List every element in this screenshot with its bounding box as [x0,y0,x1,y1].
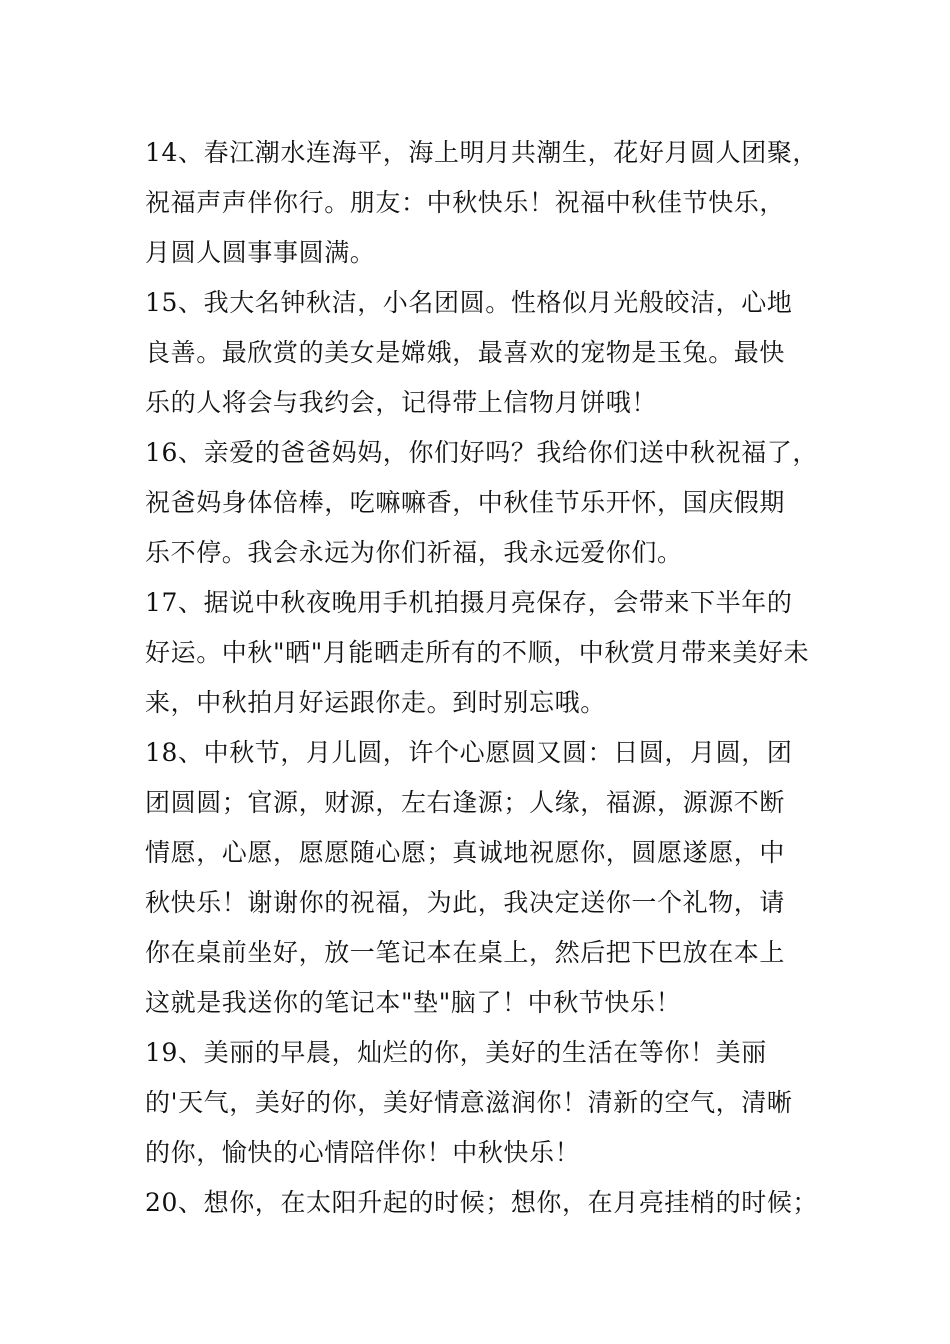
text-line: 月圆人圆事事圆满。 [145,238,376,267]
text-line: 乐的人将会与我约会，记得带上信物月饼哦！ [145,388,658,417]
text-line: 的你，愉快的心情陪伴你！中秋快乐！ [145,1138,581,1167]
text-line: 乐不停。我会永远为你们祈福，我永远爱你们。 [145,538,683,567]
text-line: 良善。最欣赏的美女是嫦娥，最喜欢的宠物是玉兔。最快 [145,338,786,367]
document-body [145,128,835,1228]
text-line: 这就是我送你的笔记本"垫"脑了！中秋节快乐！ [145,988,682,1017]
text-line: 你在桌前坐好，放一笔记本在桌上，然后把下巴放在本上 [145,938,786,967]
text-line: 情愿，心愿，愿愿随心愿；真诚地祝愿你，圆愿遂愿，中 [145,838,786,867]
text-line: 14、春江潮水连海平，海上明月共潮生，花好月圆人团聚， [145,138,819,167]
text-line: 秋快乐！谢谢你的祝福，为此，我决定送你一个礼物，请 [145,888,786,917]
text-line: 15、我大名钟秋洁，小名团圆。性格似月光般皎洁，心地 [145,288,793,317]
text-line: 来，中秋拍月好运跟你走。到时别忘哦。 [145,688,606,717]
text-line: 好运。中秋"晒"月能晒走所有的不顺，中秋赏月带来美好未 [145,638,810,667]
text-line: 团圆圆；官源，财源，左右逢源；人缘，福源，源源不断 [145,788,786,817]
text-line: 20、想你，在太阳升起的时候；想你，在月亮挂梢的时候； [145,1188,819,1217]
text-line: 的'天气，美好的你，美好情意滋润你！清新的空气，清晰 [145,1088,793,1117]
text-line: 16、亲爱的爸爸妈妈，你们好吗？我给你们送中秋祝福了， [145,438,819,467]
text-line: 祝福声声伴你行。朋友：中秋快乐！祝福中秋佳节快乐， [145,188,786,217]
text-line: 17、据说中秋夜晚用手机拍摄月亮保存，会带来下半年的 [145,588,793,617]
text-line: 18、中秋节，月儿圆，许个心愿圆又圆：日圆，月圆，团 [145,738,793,767]
text-line: 19、美丽的早晨，灿烂的你，美好的生活在等你！美丽 [145,1038,767,1067]
text-line: 祝爸妈身体倍棒，吃嘛嘛香，中秋佳节乐开怀，国庆假期 [145,488,786,517]
